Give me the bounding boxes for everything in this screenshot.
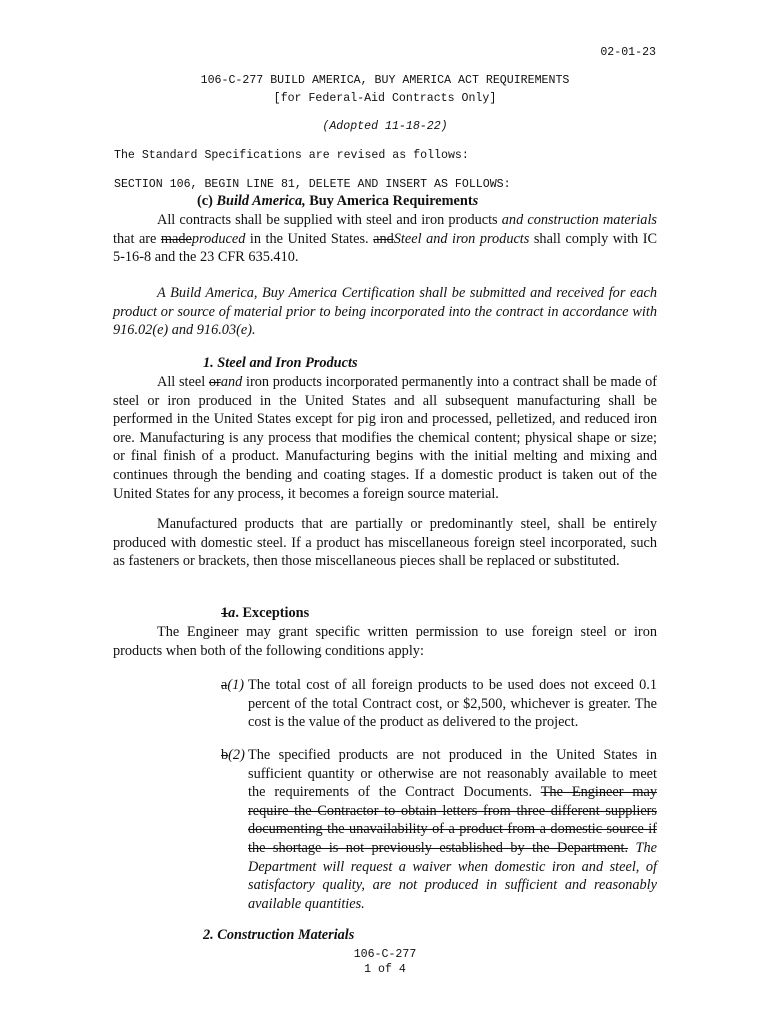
item-1-struck: a	[221, 677, 228, 693]
para-c-text-3: that are	[113, 230, 161, 247]
para-c-struck-2: and	[373, 230, 394, 247]
section-instruction: SECTION 106, BEGIN LINE 81, DELETE AND INSERT AS FOLLOWS:	[114, 178, 511, 191]
manufactured-products-paragraph: Manufactured products that are partially or predominantly steel, shall be entirely produced with domestic steel. If a product has miscellaneous foreign steel incorporated, such as fasteners or brackets, then those miscellaneous pieces shall be replaced or substituted.	[113, 516, 657, 570]
item-2-text-plain: The specified products are not produced in the United States in sufficient quantity or otherwise are not reasonably available to meet the requirements of the Contract Documents.	[248, 747, 657, 801]
heading-1a-rest: . Exceptions	[235, 605, 310, 621]
item-2-struck: b	[221, 747, 229, 763]
adopted-date: (Adopted 11-18-22)	[322, 120, 448, 133]
item-1-number: (1)	[227, 677, 245, 693]
item-1-text: The total cost of all foreign products to be used does not exceed 0.1 percent of the total Contract cost, or $2,500, whichever is greater. The cost is the value of the product as delivered to the project.	[248, 677, 657, 731]
item-2-number: (2)	[228, 747, 245, 763]
heading-construction-materials: 2. Construction Materials	[203, 927, 355, 943]
steel-iron-paragraph	[113, 373, 657, 503]
para-1-italic: and	[220, 374, 243, 390]
certification-paragraph: A Build America, Buy America Certification shall be submitted and received for each product or source of material prior to being incorporated into the contract in accordance with 916.02(e) and 916.03(e).	[113, 285, 657, 339]
heading-exceptions	[221, 604, 309, 623]
heading-c-mid: Buy America Requirement	[305, 193, 473, 209]
item-2-text-italic: The Department will request a waiver when domestic iron and steel, of satisfactory quality, are not produced in sufficient and reasonably available quantities.	[248, 839, 657, 912]
item-1-label	[221, 676, 248, 732]
paragraph-c	[113, 211, 657, 267]
exceptions-paragraph: The Engineer may grant specific written permission to use foreign steel or iron products when both of the following conditions apply:	[113, 624, 657, 659]
footer-code: 106-C-277	[353, 948, 417, 961]
page-number: 1 of 4	[364, 963, 406, 976]
para-c-text-2: and construction materials	[501, 212, 657, 228]
para-c-text-5: produced	[191, 230, 246, 247]
para-c-text-9: shall comply with IC 5-16-8 and the 23 CFR 635.410.	[113, 230, 657, 266]
item-2-text	[248, 746, 657, 913]
exception-item-2	[221, 746, 657, 913]
item-2-text-struck: The Engineer may require the Contractor to obtain letters from three different suppliers documenting the unavailability of a product from a domestic source if the shortage is not previously established by the Department.	[248, 784, 657, 856]
heading-c-italic: Build America,	[216, 193, 306, 209]
heading-steel-iron: 1. Steel and Iron Products	[203, 355, 358, 371]
item-2-label	[221, 746, 248, 913]
document-subtitle: [for Federal-Aid Contracts Only]	[273, 92, 497, 105]
heading-c-prefix: (c)	[197, 193, 217, 209]
heading-c-suffix: s	[472, 193, 479, 209]
document-date: 02-01-23	[600, 46, 656, 59]
revision-statement: The Standard Specifications are revised as follows:	[114, 149, 469, 162]
heading-1a-struck: 1	[221, 605, 229, 621]
para-c-text-6: in the United States.	[245, 230, 374, 247]
para-1-struck: or	[208, 374, 221, 390]
document-title: 106-C-277 BUILD AMERICA, BUY AMERICA ACT REQUIREMENTS	[200, 74, 570, 87]
para-c-text-1: All contracts shall be supplied with steel and iron products	[157, 212, 502, 228]
heading-c	[197, 192, 478, 211]
para-c-text-8: Steel and iron products	[393, 230, 530, 247]
para-c-struck-1: made	[160, 230, 192, 247]
para-1-text-1: All steel	[157, 374, 209, 390]
heading-1a-italic: a	[228, 605, 236, 621]
para-1-text-4: iron products incorporated permanently into a contract shall be made of steel or iron produced in the United States and all subsequent manufacturing shall be performed in the United States except for pig iron and processed, pelletized, and reduced iron ore. Manufacturing is any process that modifies the chemical content; physical shape or size; or final finish of a product. Manufacturing begins with the initial melting and mixing and continues through the bending and coating stages. If a domestic product is taken out of the United States for any process, it becomes a foreign source material.	[113, 374, 657, 502]
exception-item-1	[221, 676, 657, 732]
